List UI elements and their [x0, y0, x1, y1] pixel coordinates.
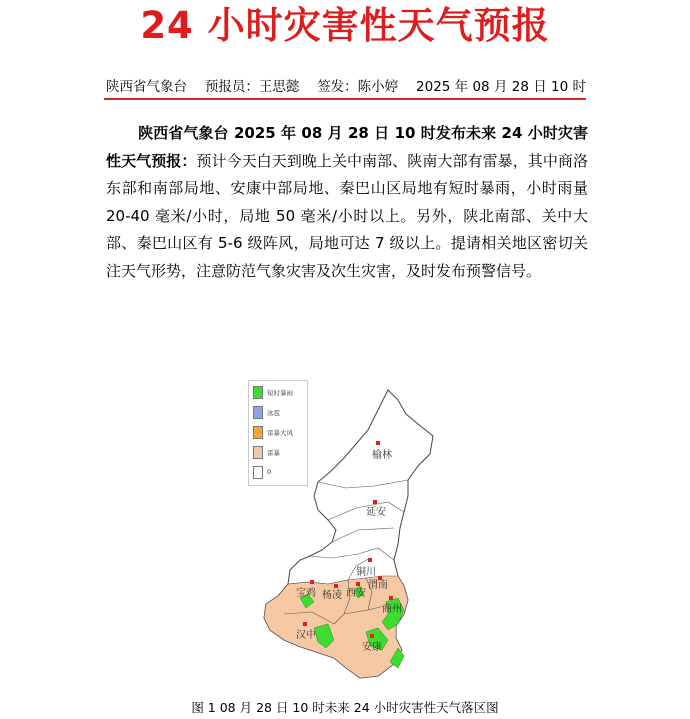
city-label-hanzhong: 汉中: [296, 630, 316, 641]
legend-swatch: [253, 406, 263, 419]
legend-item-thunder-wind: [253, 425, 307, 439]
city-label-yanan: 延安: [366, 507, 386, 518]
header-divider: [104, 98, 586, 100]
city-label-xian: 西安: [346, 588, 366, 599]
legend-label: 0: [267, 468, 272, 476]
legend-label: 短时暴雨: [267, 388, 293, 397]
forecast-text: 预计今天白天到晚上关中南部、陕南大部有雷暴，其中商洛东部和南部局地、安康中部局地、秦巴山区局地有短时暴雨，小时雨量 20-40 毫米/小时，局地 50 毫米/小时以上。另外，陕北南部、关中大部、秦巴山区有 5-6 级阵风，局地可达 7 级以上。提请相关地区密切关注天气形势，注意防范气象灾害及次生灾害，及时发布预警信号。: [106, 151, 588, 280]
legend-swatch: [253, 386, 263, 399]
legend-swatch: [253, 466, 263, 479]
city-label-baoji: 宝鸡: [296, 588, 316, 599]
forecast-paragraph: [106, 120, 588, 286]
legend-item-hail: [253, 405, 307, 419]
forecast-lead: 陕西省气象台 2025 年 08 月 28 日 10 时发布未来 24 小时灾害性天气预报：: [106, 124, 588, 170]
city-label-shangzhou: 商州: [382, 604, 402, 615]
city-label-weinan: 渭南: [368, 580, 388, 591]
agency-name: 陕西省气象台: [106, 79, 187, 95]
legend-item-thunder: [253, 445, 307, 459]
city-marker-yulin: [376, 441, 380, 445]
city-label-yangling: 杨凌: [322, 590, 342, 601]
legend-label: 雷暴: [267, 448, 280, 457]
figure-caption: 图 1 08 月 28 日 10 时未来 24 小时灾害性天气落区图: [191, 700, 499, 715]
legend-label: 雷暴大风: [267, 428, 293, 437]
city-label-ankang: 安康: [362, 642, 382, 653]
city-label-yulin: 榆林: [372, 450, 392, 461]
issuer-name: 签发：陈小婷: [317, 79, 399, 95]
legend-swatch: [253, 426, 263, 439]
document-meta: [106, 77, 586, 97]
forecaster-name: 预报员：王思懿: [204, 79, 300, 95]
city-label-tongchuan: 铜川: [356, 567, 376, 578]
city-marker-tongchuan: [368, 558, 372, 562]
legend-swatch: [253, 446, 263, 459]
map-legend: [248, 380, 308, 486]
legend-item-heavy-rain: [253, 385, 307, 399]
page-title: 24 小时灾害性天气预报: [140, 4, 550, 47]
legend-item-none: [253, 465, 307, 479]
legend-label: 冰雹: [267, 408, 280, 417]
issue-datetime: 2025 年 08 月 28 日 10 时: [416, 79, 586, 95]
